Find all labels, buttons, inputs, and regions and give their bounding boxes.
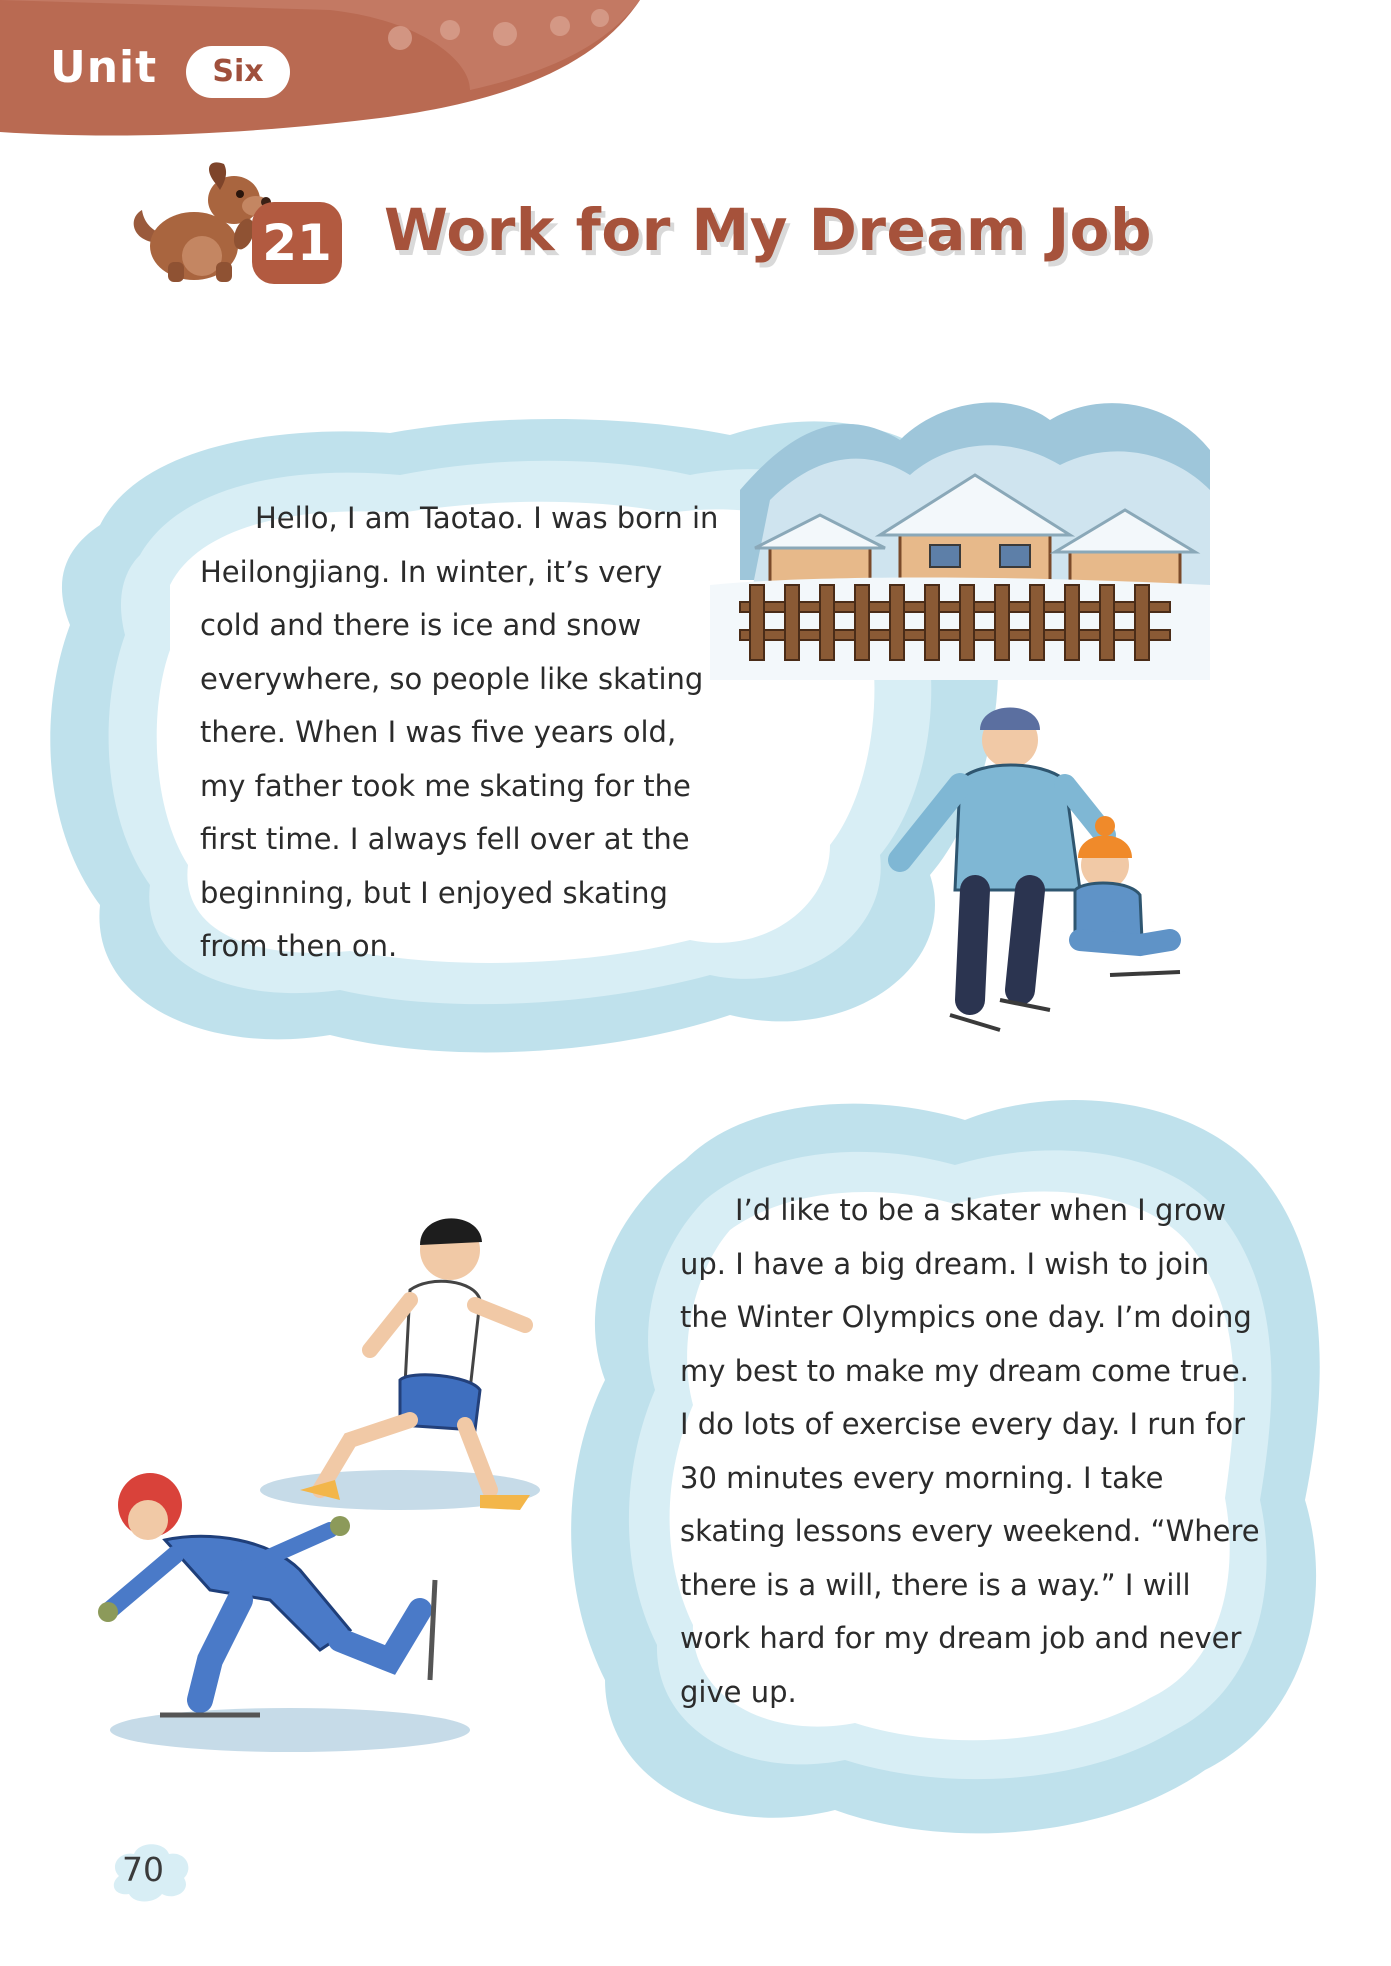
lesson-title: Work for My Dream Job — [384, 196, 1153, 264]
unit-label: Unit — [50, 42, 158, 93]
snowy-village-icon — [710, 380, 1210, 680]
speed-skater-icon — [90, 1460, 510, 1770]
page-number: 70 — [122, 1850, 164, 1889]
paragraph-dream: I’d like to be a skater when I grow up. I have a big dream. I wish to join the Winter Olympics one day. I’m doing my best to make my dream come true. I do lots of exercise every day. I run for 30 minutes every morning. I take skating lessons every weekend. “Where there is a will, there is a way.” I will work hard for my dream job and never give up. — [680, 1193, 1260, 1709]
lesson-number-badge: 21 — [252, 202, 342, 284]
unit-number-badge: Six — [186, 46, 290, 98]
father-and-child-skating-icon — [880, 690, 1190, 1060]
paragraph-intro: Hello, I am Taotao. I was born in Heilongjiang. In winter, it’s very cold and there is ice and snow everywhere, so people like skating there. When I was five years old, my father took me skating for the first time. I always fell over at the beginning, but I enjoyed skating from then on. — [200, 501, 719, 963]
